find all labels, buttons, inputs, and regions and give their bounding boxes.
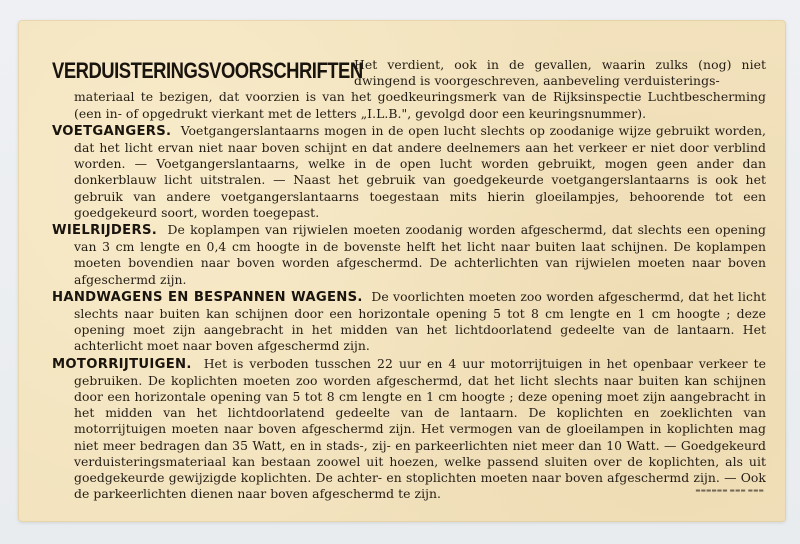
intro-text-first: Het verdient, ook in de gevallen, waarin zulks (nog) niet dwingend is voorgeschreven, aanbeveling verduisterings- bbox=[354, 57, 766, 89]
section-wielrijders bbox=[52, 222, 766, 288]
section-text: De voorlichten moeten zoo worden afgeschermd, dat het licht slechts naar buiten kan schijnen door een horizontale opening 5 tot 8 cm lengte en 1 cm hoogte ; deze opening moet zijn aangebracht in het midden van het lichtdoorlatend gedeelte van de lantaarn. Het achterlicht moet naar boven afgeschermd zijn. bbox=[74, 288, 767, 354]
section-heading: MOTORRIJTUIGEN. bbox=[52, 356, 192, 372]
card-text bbox=[52, 57, 766, 502]
section-voetgangers bbox=[52, 123, 766, 221]
card-title: VERDUISTERINGSVOORSCHRIFTEN bbox=[52, 58, 363, 83]
instruction-card bbox=[18, 20, 786, 522]
section-text: De koplampen van rijwielen moeten zoodanig worden afgeschermd, dat slechts een opening van 3 cm lengte en 0,4 cm hoogte in de bovenste helft het licht naar buiten laat schijnen. De koplampen moeten bovendien naar boven worden afgeschermd. De achterlichten van rijwielen moeten naar boven afgeschermd zijn. bbox=[74, 222, 766, 287]
section-paragraph bbox=[52, 123, 766, 221]
section-text: Het is verboden tusschen 22 uur en 4 uur motorrijtuigen in het openbaar verkeer te gebruiken. De koplichten moeten zoo worden afgeschermd, dat het licht slechts naar buiten kan schijnen door een horizontale opening van 5 tot 8 cm lengte en 1 cm hoogte ; deze opening moet zijn aangebracht in het midden van het lichtdoorlatend gedeelte van de lantaarn. De koplichten en zoeklichten van motorrijtuigen moeten naar boven afgeschermd zijn. Het vermogen van de gloeilampen in koplichten mag niet meer bedragen dan 35 Watt, en in stads-, zij- en parkeerlichten niet meer dan 10 Watt. — Goedgekeurd verduisteringsmateriaal kan bestaan zoowel uit hoezen, welke passend sluiten over de koplichten, als uit goedgekeurde gewijzigde koplichten. De achter- en stoplichten moeten naar boven afgeschermd zijn. — Ook de parkeerlichten dienen naar boven afgeschermd te zijn. bbox=[74, 355, 766, 502]
section-heading: WIELRIJDERS. bbox=[52, 223, 158, 239]
printer-imprint: ▬▬▬▬▬▬ ▬▬▬ ▬▬▬ bbox=[695, 488, 764, 494]
intro-text-rest: materiaal te bezigen, dat voorzien is van het goedkeuringsmerk van de Rijksinspectie Luchtbescherming (een in- of opgedrukt vierkant met de letters „I.L.B.", gevolgd door een keuringsnummer). bbox=[74, 89, 766, 121]
section-paragraph bbox=[52, 289, 766, 355]
section-paragraph bbox=[52, 356, 766, 503]
section-handwagens bbox=[52, 289, 766, 355]
section-motorrijtuigen bbox=[52, 356, 766, 503]
section-paragraph bbox=[52, 222, 766, 288]
intro-paragraph bbox=[52, 57, 766, 122]
section-heading: HANDWAGENS EN BESPANNEN WAGENS. bbox=[52, 289, 363, 305]
section-text: Voetgangerslantaarns mogen in de open lucht slechts op zoodanige wijze gebruikt worden, dat het licht ervan niet naar boven schijnt en dat andere deelnemers aan het verkeer er niet door verblind worden. — Voetgangerslantaarns, welke in de open lucht worden gebruikt, mogen geen ander dan donkerblauw licht uitstralen. — Naast het gebruik van goedgekeurde voetgangerslantaarns is ook het gebruik van andere voetgangerslantaarns toegestaan mits hierin gloeilampjes, behoorende tot een goedgekeurd soort, worden toegepast. bbox=[74, 122, 766, 220]
section-heading: VOETGANGERS. bbox=[52, 123, 172, 139]
